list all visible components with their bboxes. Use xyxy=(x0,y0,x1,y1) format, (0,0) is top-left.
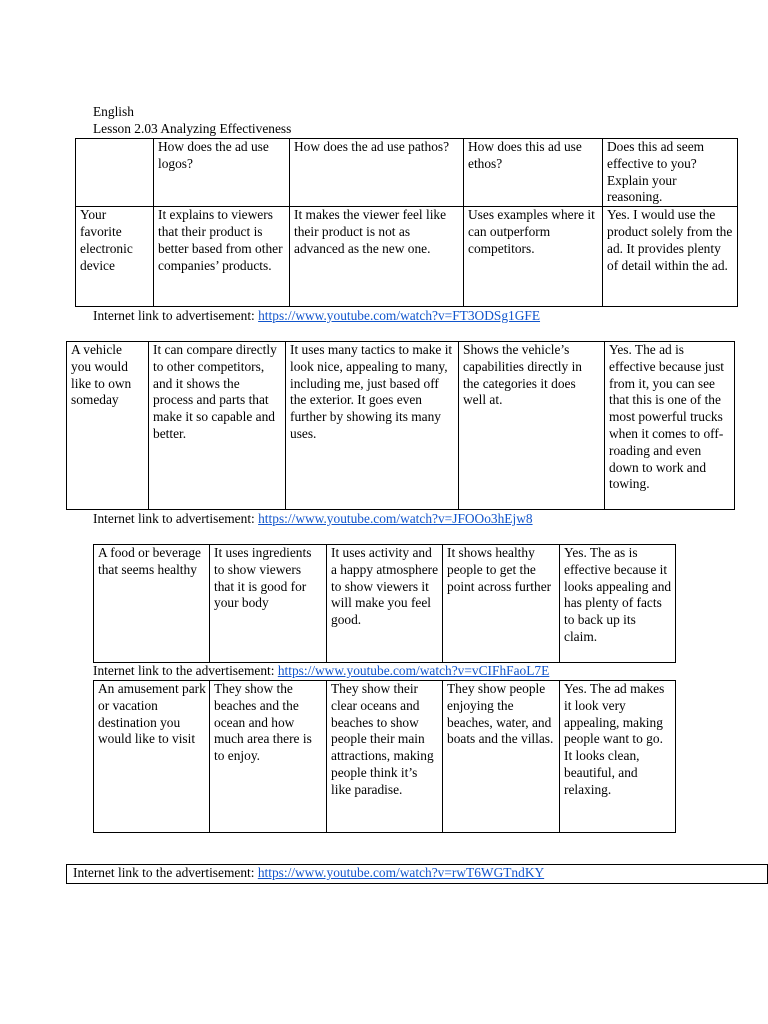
row-logos: It uses ingredients to show viewers that it is good for your body xyxy=(210,545,327,663)
row-pathos: They show their clear oceans and beaches to show people their main attractions, making people think it’s like paradise. xyxy=(327,681,443,833)
row-effective: Yes. I would use the product solely from the ad. It provides plenty of detail within the ad. xyxy=(603,207,738,307)
header-row xyxy=(76,139,738,207)
row-logos: It can compare directly to other competitors, and it shows the process and parts that make it so capable and better. xyxy=(149,342,286,510)
analysis-table-2 xyxy=(66,341,735,510)
ad-link-4[interactable]: https://www.youtube.com/watch?v=rwT6WGTndKY xyxy=(257,865,545,880)
table-row xyxy=(76,207,738,307)
header-logos: How does the ad use logos? xyxy=(154,139,290,207)
link-line-1 xyxy=(93,308,540,325)
row-ethos: Shows the vehicle’s capabilities directly in the categories it does well at. xyxy=(459,342,605,510)
analysis-table-4 xyxy=(93,680,676,833)
header-pathos: How does the ad use pathos? xyxy=(290,139,464,207)
row-logos: They show the beaches and the ocean and how much area there is to enjoy. xyxy=(210,681,327,833)
link-label: Internet link to the advertisement: xyxy=(73,865,258,880)
row-topic: A vehicle you would like to own someday xyxy=(67,342,149,510)
row-effective: Yes. The as is effective because it looks appealing and has plenty of facts to back up its claim. xyxy=(560,545,676,663)
analysis-table-3 xyxy=(93,544,676,663)
row-effective: Yes. The ad is effective because just from it, you can see that this is one of the most powerful trucks when it comes to off-roading and even down to work and towing. xyxy=(605,342,735,510)
row-effective: Yes. The ad makes it look very appealing, making people want to go. It looks clean, beautiful, and relaxing. xyxy=(560,681,676,833)
row-topic: A food or beverage that seems healthy xyxy=(94,545,210,663)
row-ethos: Uses examples where it can outperform competitors. xyxy=(464,207,603,307)
link-line-2 xyxy=(93,511,533,528)
row-pathos: It uses activity and a happy atmosphere to show viewers it will make you feel good. xyxy=(327,545,443,663)
lesson-title: Lesson 2.03 Analyzing Effectiveness xyxy=(93,121,292,136)
header-ethos: How does this ad use ethos? xyxy=(464,139,603,207)
ad-link-2[interactable]: https://www.youtube.com/watch?v=JFOOo3hEjw8 xyxy=(258,511,533,526)
row-pathos: It makes the viewer feel like their product is not as advanced as the new one. xyxy=(290,207,464,307)
analysis-table-1 xyxy=(75,138,738,307)
header-blank xyxy=(76,139,154,207)
header-effective: Does this ad seem effective to you? Explain your reasoning. xyxy=(603,139,738,207)
row-topic: An amusement park or vacation destination you would like to visit xyxy=(94,681,210,833)
table-row xyxy=(94,681,676,833)
link-line-4 xyxy=(73,865,544,882)
ad-link-3[interactable]: https://www.youtube.com/watch?v=vCIFhFaoL7E xyxy=(277,663,550,678)
row-logos: It explains to viewers that their product is better based from other companies’ products. xyxy=(154,207,290,307)
link-label: Internet link to the advertisement: xyxy=(93,663,278,678)
link-line-3 xyxy=(93,663,549,680)
subject-label: English xyxy=(93,104,134,119)
link-label: Internet link to advertisement: xyxy=(93,511,259,526)
row-ethos: They show people enjoying the beaches, water, and boats and the villas. xyxy=(443,681,560,833)
row-pathos: It uses many tactics to make it look nice, appealing to many, including me, just based off the exterior. It goes even further by showing its many uses. xyxy=(286,342,459,510)
row-ethos: It shows healthy people to get the point across further xyxy=(443,545,560,663)
ad-link-1[interactable]: https://www.youtube.com/watch?v=FT3ODSg1GFE xyxy=(258,308,541,323)
link-label: Internet link to advertisement: xyxy=(93,308,259,323)
table-row xyxy=(94,545,676,663)
table-row xyxy=(67,342,735,510)
row-topic: Your favorite electronic device xyxy=(76,207,154,307)
